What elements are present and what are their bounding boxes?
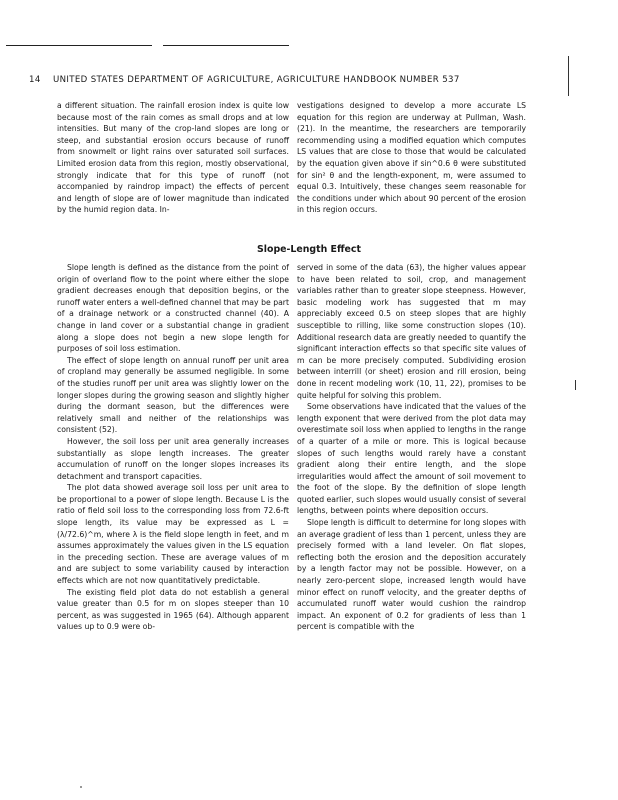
margin-mark-right bbox=[568, 56, 569, 96]
running-header bbox=[29, 75, 549, 85]
top-rule-left bbox=[6, 45, 152, 46]
left-column bbox=[57, 262, 289, 633]
left-paragraph-2: The effect of slope length on annual runoff per unit area of cropland may generally be assumed negligible. In some of the studies runoff per unit area was slightly lower on the longer slopes during the growing season and slightly higher during the dormant season, but the differences were relatively small and neither of the relationships was consistent (52). bbox=[57, 355, 289, 435]
header-title: UNITED STATES DEPARTMENT OF AGRICULTURE, AGRICULTURE HANDBOOK NUMBER 537 bbox=[52, 75, 460, 85]
margin-mark-right-lower bbox=[575, 380, 576, 390]
right-paragraph-3: Slope length is difficult to determine for long slopes with an average gradient of less than 1 percent, unless they are precisely formed with a land leveler. On flat slopes, reflecting both the erosion and the deposition accurately by a length factor may not be possible. However, on a nearly zero-percent slope, increased length would have minor effect on runoff velocity, and the greater depths of accumulated runoff water would cushion the raindrop impact. An exponent of 0.2 for gradients of less than 1 percent is compatible with the bbox=[297, 518, 526, 632]
top-left-paragraph: a different situation. The rainfall erosion index is quite low because most of the rain comes as small drops and at low intensities. But many of the crop-land slopes are long or steep, and substantial erosion occurs because of runoff from snowmelt or light rains over saturated soil surfaces. Limited erosion data from this region, mostly observational, strongly indicate that for this type of runoff (not accompanied by raindrop impact) the effects of percent and length of slope are of lower magnitude than indicated by the humid region data. In- bbox=[57, 101, 289, 215]
top-right-paragraph: vestigations designed to develop a more accurate LS equation for this region are underway at Pullman, Wash. (21). In the meantime, the researchers are temporarily recommending using a modified equation which computes LS values that are close to those that would be calculated by the equation given above if sin^0.6 θ were substituted for sin² θ and the length-exponent, m, were assumed to equal 0.3. Intuitively, these changes seem reasonable for the conditions under which about 90 percent of the erosion in this region occurs. bbox=[297, 101, 526, 215]
section-heading: Slope-Length Effect bbox=[257, 244, 361, 255]
scan-dot bbox=[80, 786, 82, 788]
left-paragraph-3: However, the soil loss per unit area generally increases substantially as slope length increases. The greater accumulation of runoff on the longer slopes increases its detachment and transport capacities. bbox=[57, 436, 289, 481]
left-paragraph-1: Slope length is defined as the distance from the point of origin of overland flow to the point where either the slope gradient decreases enough that deposition begins, or the runoff water enters a well-defined channel that may be part of a drainage network or a constructed channel (40). A change in land cover or a substantial change in gradient along a slope does not begin a new slope length for purposes of soil loss estimation. bbox=[57, 263, 289, 354]
top-left-column bbox=[57, 100, 289, 216]
page-number: 14 bbox=[29, 75, 41, 85]
right-paragraph-1: served in some of the data (63), the higher values appear to have been related to soil, crop, and management variables rather than to greater slope steepness. However, basic modeling work has suggested that m may appreciably exceed 0.5 on steep slopes that are highly susceptible to rilling, like some construction slopes (10). Additional research data are greatly needed to quantify the significant interaction effects so that specific site values of m can be more precisely computed. Subdividing erosion between interrill (or sheet) erosion and rill erosion, being done in recent modeling work (10, 11, 22), promises to be quite helpful for solving this problem. bbox=[297, 263, 526, 400]
right-column bbox=[297, 262, 526, 633]
top-right-column bbox=[297, 100, 526, 216]
top-rule-right bbox=[163, 45, 289, 46]
right-paragraph-2: Some observations have indicated that the values of the length exponent that were derived from the plot data may overestimate soil loss when applied to lengths in the range of a quarter of a mile or more. This is logical because slopes of such lengths would rarely have a constant gradient along their entire length, and the slope irregularities would affect the amount of soil movement to the foot of the slope. By the definition of slope length quoted earlier, such slopes would usually consist of several lengths, between points where deposition occurs. bbox=[297, 402, 526, 516]
left-paragraph-5: The existing field plot data do not establish a general value greater than 0.5 for m on slopes steeper than 10 percent, as was suggested in 1965 (64). Although apparent values up to 0.9 were ob- bbox=[57, 587, 289, 632]
left-paragraph-4: The plot data showed average soil loss per unit area to be proportional to a power of slope length. Because L is the ratio of field soil loss to the corresponding loss from 72.6-ft slope length, its value may be expressed as L = (λ/72.6)^m, where λ is the field slope length in feet, and m assumes approximately the values given in the LS equation in the preceding section. These are average values of m and are subject to some variability caused by interaction effects which are not now quantitatively predictable. bbox=[57, 483, 289, 586]
